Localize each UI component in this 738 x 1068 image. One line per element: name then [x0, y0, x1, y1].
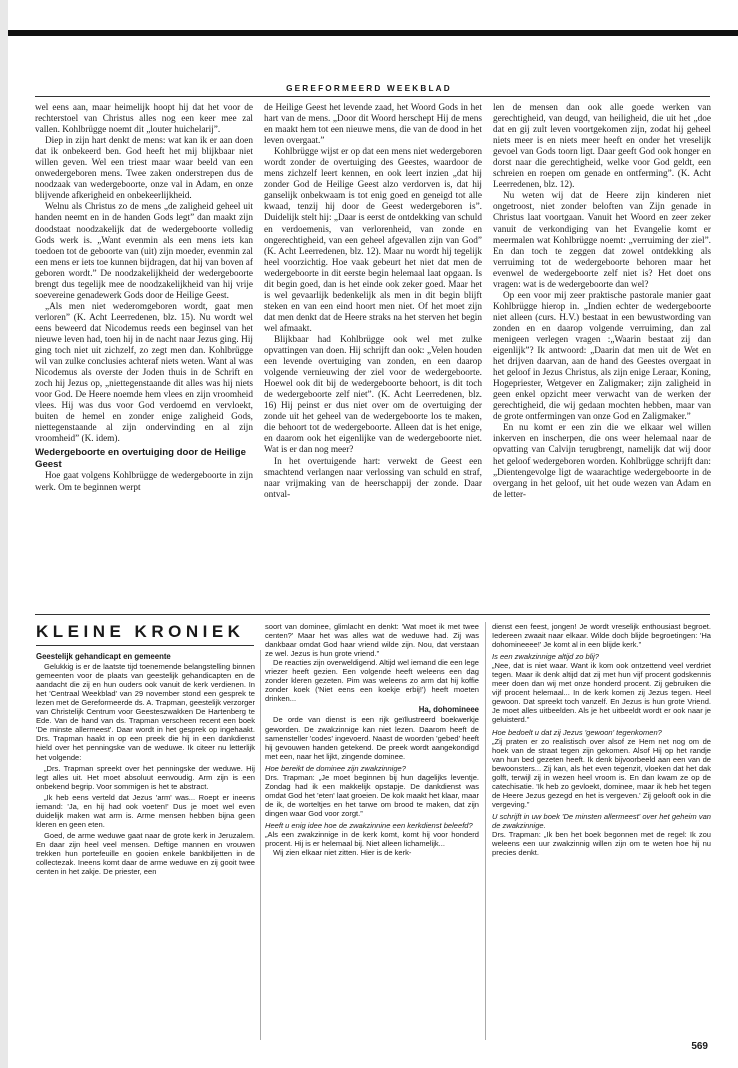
paragraph: Diep in zijn hart denkt de mens: wat kan ik er aan doen dat ik onbekeerd ben. God heeft het mij blijkbaar niet willen geven. Wel een triest maar waar beeld van een onwedergeboren mens. Twee zaken onderstrepen dus de noodzaak van wedergeboorte, onze val in Adam, en onze blijvende afkerigheid en onbekeerlijkheid. [35, 136, 253, 202]
interview-answer: Drs. Trapman: „Ik ben het boek begonnen met de regel: Ik zou weleens een uur zwakzinnig willen zijn om te weten hoe hij nu precies denkt. [492, 830, 711, 858]
top-rule [8, 30, 738, 36]
paragraph: En nu komt er een zin die we elkaar wel willen inkerven en inscherpen, die ons weer helemaal naar de opvatting van Calvijn terugbrengt, namelijk dat wij door het geloof wedergeboren worden. Kohlbrügge schrijft dan: „Dientengevolge ligt de waarachtige wedergeboorte in de overgang in het geloof, uit het oude wezen van Adam en de letter- [493, 423, 711, 500]
interview-answer: „Als een zwakzinnige in de kerk komt, komt hij voor honderd procent. Hij is er helemaal bij. Niet alleen lichamelijk... [265, 830, 479, 849]
interview-question: U schrijft in uw boek 'De minsten allermeest' over het geheim van de zwakzinnige. [492, 811, 711, 830]
kroniek-title-rule [36, 645, 254, 646]
kroniek-column-3 [492, 622, 711, 1040]
paragraph: Hoe gaat volgens Kohlbrügge de wedergeboorte in zijn werk. Om te beginnen werpt [35, 471, 253, 493]
paragraph: soort van dominee, glimlacht en denkt: 'Wat moet ik met twee centen?' Maar het was alles wat de weduwe had. Zij was dankbaar omdat God haar vriend wilde zijn. Nou, dat verstaan ze wel. Jezus is hun grote vriend.” [265, 622, 479, 659]
paragraph: wel eens aan, maar heimelijk hoopt hij dat het voor de rechterstoel van Christus alles nog een keer mee zal vallen. Kohlbrügge noemt dit „louter huichelarij”. [35, 103, 253, 136]
interview-answer: Drs. Trapman: „Je moet beginnen bij hun dagelijks leventje. Zondag had ik een makkelijk opstapje. De dankdienst was omdat God het 'eten' laat groeien. De kok maakt het klaar, maar de ik, de worteltjes en het tarwe om brood te maken, dat zijn dingen waar God voor zorgt.” [265, 772, 479, 818]
paragraph: De reacties zijn overweldigend. Altijd wel iemand die een lege vriezer heeft gezien. Een volgende heeft weleens een dag zonder kleren gezeten. Pim was weleens zo arm dat hij koffie zonder koek ('Niet eens een koekje erbij!') heeft moeten drinken... [265, 658, 479, 704]
interview-question: Is een zwakzinnige altijd zo blij? [492, 652, 599, 662]
page-number: 569 [691, 1041, 708, 1052]
paragraph: Goed, de arme weduwe gaat naar de grote kerk in Jeruzalem. En daar zijn heel veel mensen. Deftige mannen en vrouwen trekken hun portefeuille en gooien enkele bankbiljetten in de collectezak. Ineens komt daar de arme weduwe en zij gooit twee centen in het zakje. De priester, een [36, 830, 255, 877]
interview-answer: „Zij praten er zo realistisch over alsof ze Hem net nog om de hoek van de straat tegen zijn gekomen. Alsof Hij op het randje van hun bed gezeten heeft. Ik denk bijvoorbeeld aan een van de bewoonsters... Zij kan, als het even tegenzit, vloeken dat het dak golft, terwijl zij in wezen heel vroom is. En dan kwam ze op de catechisatie. 'Ik heb zo gevloekt, dominee, maar ik heb het tegen de Heere Jezus gezegd en het is vergeven.' Zij gelooft ook in die vergeving.” [492, 736, 711, 809]
paragraph: „Als men niet wederomgeboren wordt, gaat men verloren” (K. Acht Leerredenen, blz. 15). Nu wordt wel eens beweerd dat Nicodemus reeds een beginsel van het nieuwe leven had, toen hij in de nacht naar Jezus ging. Hij ging toch niet uit zichzelf, zo zegt men dan. Kohlbrügge wil van zulke conclusies achteraf niets weten. Want al was Nicodemus als overste der Joden thuis in de Schrift en zoch hij Jezus op, „niettegenstaande dit alles was hij niets voor God. De Heere noemde hem vlees en zijn vroomheid vlees. Hij was dus voor God verdoemd en vervloekt, buiten de hemel en zonder enige zaligheid Gods, niettegenstaande al zijn ondervinding en al zijn vroomheid” (K. idem). [35, 301, 253, 445]
masthead-rule [35, 96, 710, 97]
paragraph: De orde van dienst is een rijk geïllustreerd boekwerkje geworden. De zwakzinnige kan niet lezen. Daarom heeft de samensteller 'codes' ingevoerd. Naast de woorden 'gebed' heeft hij gevouwen handen getekend. De preek wordt aangekondigd met een, naar het lijkt, zingende domineе. [265, 715, 479, 761]
column-rule [485, 622, 486, 1040]
kroniek-subheading: Ha, dohomineee [418, 705, 479, 715]
paragraph: „Drs. Trapman spreekt over het penningske der weduwe. Hij legt alles uit. Het moet absoluut eenvoudig. Arm zijn is een onbekend begrip. Voor sommigen is het te abstract. [36, 763, 255, 791]
paragraph: Blijkbaar had Kohlbrügge ook wel met zulke opvattingen van doen. Hij schrijft dan ook: „Velen houden een levende overtuiging van zonden, en een daarop volgende vernieuwing der ziel voor de wedergeboorte. Hoewel ook dit bij de wedergeboorte behoort, is dit toch de wedergeboorte zelf niet”. (K. Acht Leerredenen, blz. 16) Hij peinst er dus niet over om de overtuiging der zonde uit het geheel van de wedergeboorte los te maken, die behoort tot de wedergeboorte. Alleen dat is het enige, en daarom ook het eigenlijke van de wedergeboorte niet. Wat is er dan nog meer? [264, 334, 482, 456]
masthead-title: GEREFORMEERD WEEKBLAD [286, 84, 452, 93]
interview-question: Hoe bedoelt u dat zij Jezus 'gewoon' tegenkomen? [492, 727, 662, 737]
column-rule [260, 650, 261, 1040]
paragraph: len de mensen dan ook alle goede werken van gerechtigheid, van deugd, van heiligheid, die uit het „doe dat en gij zult leven voortgekomen zijn, zodat hij geheel niets meer is en niets meer heeft en onder het vreselijk gevoel van Gods toorn ligt. Daar geeft God ook honger en dorst naar die gerechtigheid, welke voor God geldt, een schreien en roepen om genade en ontferming”. (K. Acht Leerredenen, blz. 12). [493, 103, 711, 191]
interview-question: Heeft u enig idee hoe de zwakzinnine een kerkdienst beleefd? [265, 820, 473, 830]
article-column-3 [493, 103, 711, 611]
article-column-2 [264, 103, 482, 611]
paragraph: Welnu als Christus zo de mens „de zaligheid geheel uit handen neemt en in de handen Gods legt” dan maakt zijn doodstaat noodzakelijk dat de wedergeboorte volledig Gods werk is. „Want evenmin als een mens iets kan toedoen tot de geboorte van (uit) zijn moeder, evenmin zal een mens er iets toe kunnen bijdragen, dat hij van boven af geboren wordt.” De noodzakelijkheid der wedergeboorte brengt dus tegelijk mee de noodzakelijkheid van hij vrije soevereine genadewerk Gods door de Heilige Geest. [35, 202, 253, 301]
paragraph: dienst een feest, jongen! Je wordt vreselijk enthousiast begroet. Iedereen zwaait naar elkaar. Wilde doch blijde begroetingen: 'Ha dohomineeee!' Je komt al in een blijde kerk.” [492, 622, 711, 650]
paragraph: In het overtuigende hart: verwekt de Geest een smachtend verlangen naar verlossing van schuld en straf, naar vrijmaking van de heerschappij der zonde. Daar ontval- [264, 456, 482, 500]
kroniek-column-2 [265, 622, 479, 1040]
paragraph: de Heilige Geest het levende zaad, het Woord Gods in het hart van de mens. „Door dit Woord herschept Hij de mens en maakt hem tot een nieuwe mens, die van de dood in het leven overgaat.” [264, 103, 482, 147]
interview-question: Hoe bereikt de dominee zijn zwakzinnige? [265, 763, 406, 773]
kroniek-heading: Geestelijk gehandicapt en gemeente [36, 652, 171, 661]
paragraph: Nu weten wij dat de Heere zijn kinderen niet ongetroost, niet zonder beloften van Zijn genade in Christus laat voortgaan. Vanuit het Woord en zeer zeker vanuit de verkondiging van het Evangelie komt er meermalen wat Kohlbrügge noemt: „verruiming der ziel”. En dan toch te zeggen dat zowel ontdekking als verruiming tot de wedergeboorte behoren maar het evenwel de wedergeboorte zelf niet is? Het doet ons vragen: wat is de wedergeboorte dan wel? [493, 191, 711, 290]
kroniek-title: KLEINE KRONIEK [36, 622, 245, 641]
section-heading: Wedergeboorte en overtuiging door de Heilige Geest [35, 447, 246, 470]
kroniek-column-1 [36, 650, 255, 1040]
scan-edge [0, 0, 8, 1068]
article-column-1 [35, 103, 253, 611]
paragraph: Kohlbrügge wijst er op dat een mens niet wedergeboren wordt zonder de overtuiging des Geestes, waardoor de mens zichzelf leert kennen, en ook leert inzien „dat hij zonder God de Heilige Geest alzo verdorven is, dat hij ganselijk onbekwaam is tot enig goed en geneigd tot alle kwaad, tenzij hij door de Geest wedergeboren is”. Duidelijk stelt hij: „Daar is eerst de ontdekking van schuld en verdoemenis, van verlorenheid, van zonde en ongerechtigheid, van een geheel afgevallen zijn van God” (K. Acht Leerredenen, blz. 12). Maar nu wordt hij tegelijk heel voorzichtig. Hoe vaak gebeurt het niet dat men de wedergeboorte in dit eerste begin helemaal laat opgaan. Is dit begin goed, dan is het einde ook zeker goed. Maar het is wel gevaarlijk bedenkelijk als men in dit begin blijft steken en van een eind hoort men niet. Of het moet zijn dat men denkt dat de Heere straks na het sterven het begin wel afmaakt. [264, 147, 482, 334]
interview-answer: „Nee, dat is niet waar. Want ik kom ook ontzettend veel verdriet tegen. Maar ik denk altijd dat zij met hun vijf procent godskennis meer doen dan wij met onze honderd procent. Zij gebruiken die vijf procent helemaal... In de kerk komen zij Jezus tegen. Heel gewoon. Dat spreekt toch vanzelf. En Jezus is hun grote Vriend. Je moet alles uitbeelden. Als je het uitbeeldt wordt er ook naar je geluisterd.” [492, 661, 711, 725]
interview-answer: Wij zien elkaar niet zitten. Hier is de kerk- [273, 848, 412, 858]
paragraph: Gelukkig is er de laatste tijd toenemende belangstelling binnen gemeenten voor de plaats van geestelijk gehandicapten en de aandacht die zij en hun ouders ook vanuit de kerk verdienen. In het 'Centraal Weekblad' van 29 november stond een gesprek te lezen met de Gereformeerde ds. A. Trapman, geestelijk verzorger van Christelijk Centrum voor Geesteszwakken De Hartenberg te Ede. Van de hand van ds. Trapman verscheen recent een boek 'De minste allermeest'. Daar wordt in het gesprek op ingehaakt. Drs. Trapman haakt in op een preek die hij in een dankdienst hield over het penningske van de weduwe. Ik citeer nu letterlijk het volgende: [36, 662, 255, 762]
paragraph: Op een voor mij zeer praktische pastorale manier gaat Kohlbrügge hierop in. „Indien echter de wedergeboorte niet alleen (curs. H.V.) bestaat in een bewustwording van zonden en en daarop volgende verruiming, dan zal menigeen verlegen vragen :„Waarin bestaat zij dan eigenlijk”? Ik antwoord: „Daarin dat men uit de Wet en het drijven daarvan, aan de hand des Geestes overgaat in het geloof in Jezus Christus, als zijn enige Leraar, Koning, Hogepriester, Wetgever en Zaligmaker; zijn zaligheid in geen enkel opzicht meer verwacht van de werken der gerechtigheid, die wij gedaan mochten hebben, maar van de grote ontfermingen van onze God en Zaligmaker.” [493, 290, 711, 423]
paragraph: „Ik heb eens verteld dat Jezus 'arm' was... Roept er ineens iemand: 'Ja, en hij had ook voeten!' Dus je moet wel even duidelijk maken wat arm is. Arme mensen hebben bijna geen kleren en geen eten. [36, 792, 255, 829]
section-divider [35, 614, 710, 615]
